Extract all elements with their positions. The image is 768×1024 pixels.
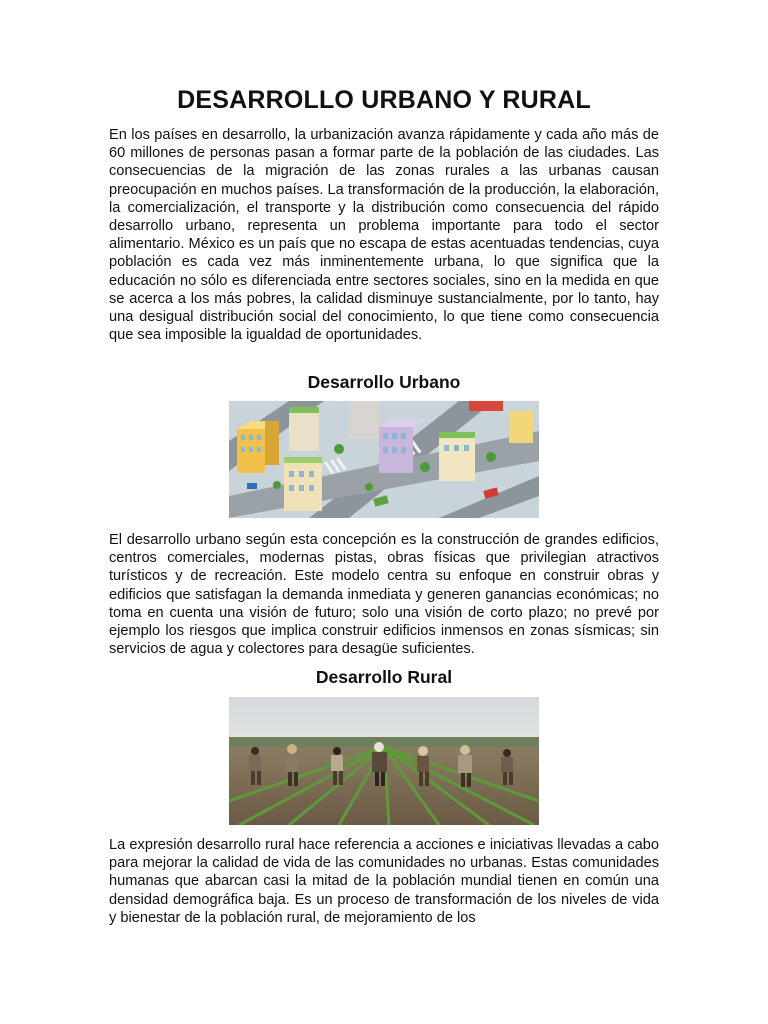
urban-heading: Desarrollo Urbano — [307, 372, 461, 392]
urban-city-illustration — [229, 401, 539, 518]
intro-paragraph: En los países en desarrollo, la urbanización avanza rápidamente y cada año más de 60 millones de personas pasan a formar parte de la población de las ciudades. Las consecuencias de la migración de las zonas rurales a las urbanas causan preocupación en muchos países. La transformación de la producción, la elaboración, la comercialización, el transporte y la distribución como consecuencia del rápido desarrollo urbano, representa un problema importante para todo el sector alimentario. México es un país que no escapa de estas acentuadas tendencias, cuya población es cada vez más inminentemente urbana, lo que significa que la educación no sólo es diferenciada entre sectores sociales, sino en la medida en que se acerca a los más pobres, la calidad disminuye sustancialmente, por lo tanto, hay una desigual distribución social del conocimiento, lo que tiene como consecuencia que sea imposible la igualdad de oportunidades. — [109, 127, 659, 344]
rural-heading: Desarrollo Rural — [315, 667, 453, 687]
rural-paragraph: La expresión desarrollo rural hace referencia a acciones e iniciativas llevadas a cabo para mejorar la calidad de vida de las comunidades no urbanas. Estas comunidades humanas que abarcan casi la mitad de la población mundial tienen en común una densidad demográfica baja. Es un proceso de transformación de los niveles de vida y bienestar de la población rural, de mejoramiento de los — [109, 837, 659, 926]
urban-paragraph: El desarrollo urbano según esta concepción es la construcción de grandes edificios, centros comerciales, modernas pistas, obras físicas que privilegian atractivos turísticos y de recreación. Este modelo centra su enfoque en construir obras y edificios que satisfagan la demanda inmediata y generen ganancias económicas; no toma en cuenta una visión de futuro; solo una visión de corto plazo; no prevé por ejemplo los riesgos que implica construir edificios inmensos en zonas sísmicas; sin servicios de agua y colectores para desagüe suficientes. — [109, 532, 659, 658]
page-title: DESARROLLO URBANO Y RURAL — [177, 86, 591, 114]
rural-farm-photo — [229, 697, 539, 825]
